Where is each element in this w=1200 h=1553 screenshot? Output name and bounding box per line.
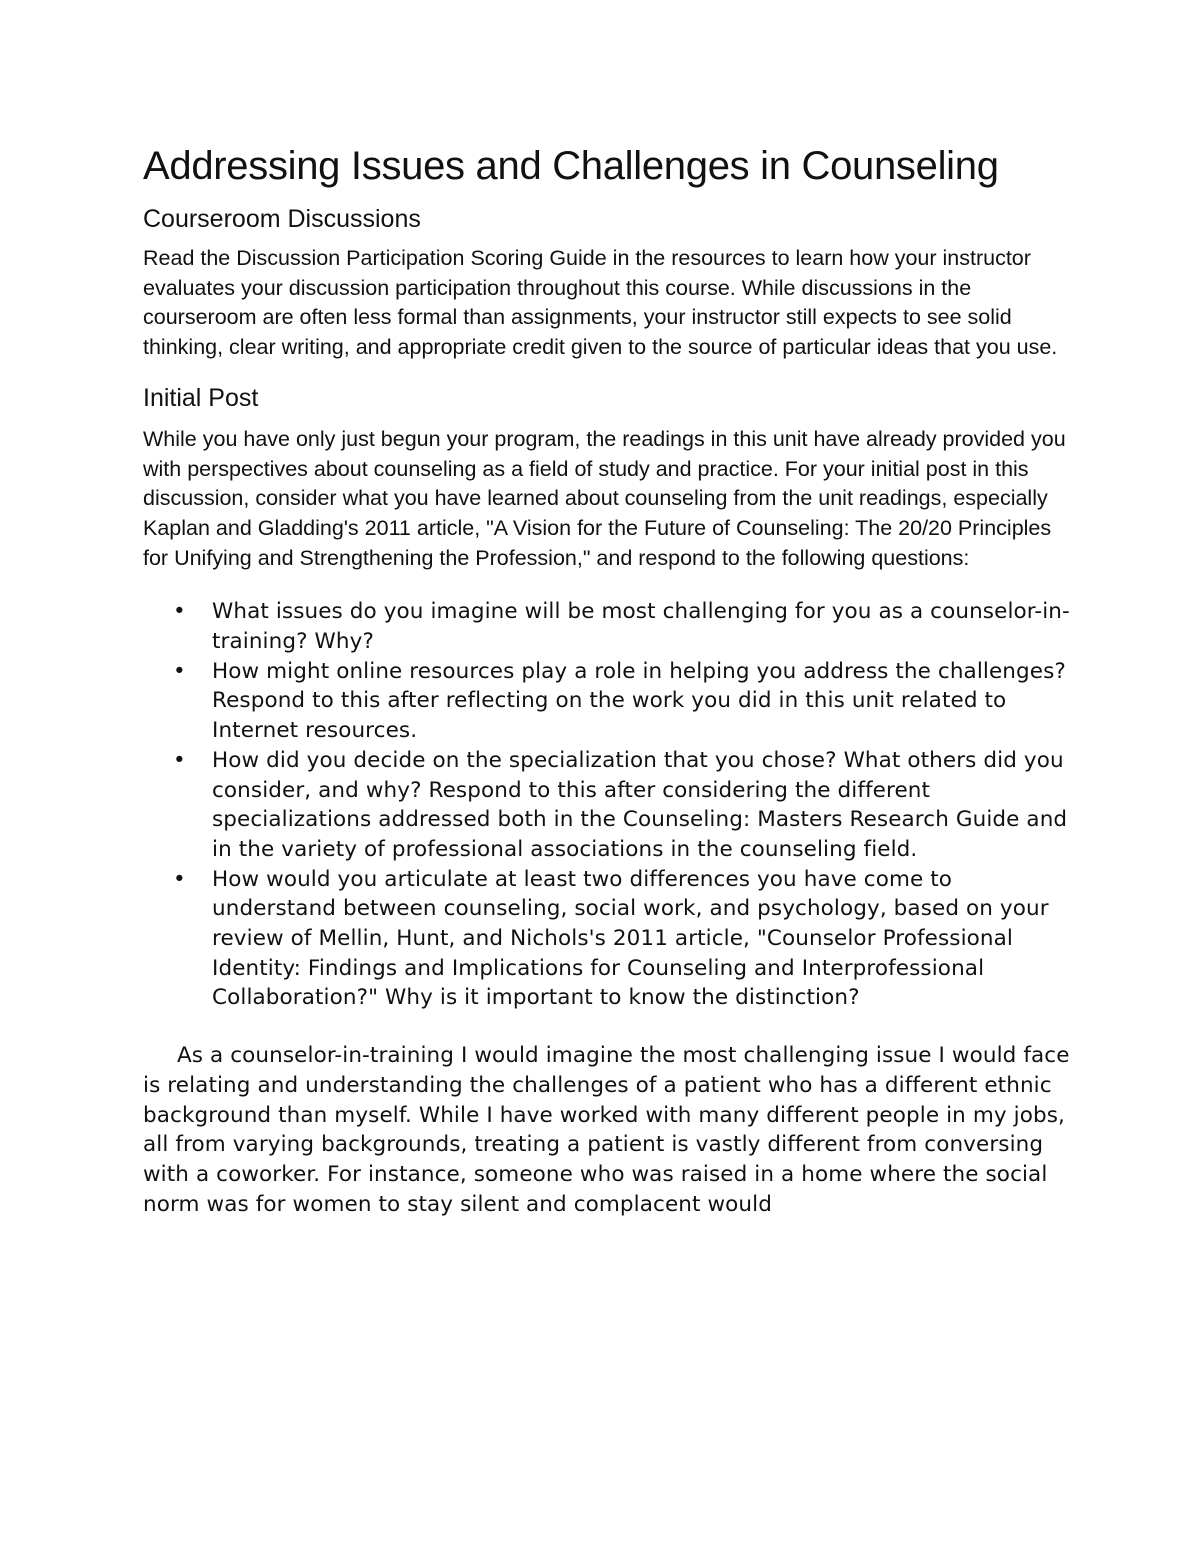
question-text: How did you decide on the specialization that you chose? What others did you consider, and why? Respond to this after considering the different specializations addressed both in the Counseling: Masters Research Guide and in the variety of professional associations in the counseling field. (212, 747, 1068, 862)
bullet-icon: • (173, 747, 186, 773)
list-item (143, 657, 1073, 746)
section-heading-initial-post: Initial Post (143, 383, 259, 412)
question-text: What issues do you imagine will be most challenging for you as a counselor-in-training? Why? (212, 599, 1070, 655)
question-list (143, 597, 1073, 1013)
bullet-icon: • (173, 599, 186, 625)
response-paragraph: As a counselor-in-training I would imagine the most challenging issue I would face is relating and understanding the challenges of a patient who has a different ethnic background than myself. While I have worked with many different people in my jobs, all from varying backgrounds, treating a patient is vastly different from conversing with a coworker. For instance, someone who was raised in a home where the social norm was for women to stay silent and complacent would (143, 1043, 1070, 1217)
document-title: Addressing Issues and Challenges in Counseling (143, 144, 999, 188)
initial-post-paragraph: While you have only just begun your program, the readings in this unit have already provided you with perspectives about counseling as a field of study and practice. For your initial post in this discussion, consider what you have learned about counseling from the unit readings, especially Kaplan and Gladding's 2011 article, "A Vision for the Future of Counseling: The 20/20 Principles for Unifying and Strengthening the Profession," and respond to the following questions: (143, 426, 1066, 570)
list-item (143, 746, 1073, 865)
list-item (143, 597, 1073, 656)
question-text: How would you articulate at least two differences you have come to understand between counseling, social work, and psychology, based on your review of Mellin, Hunt, and Nichols's 2011 article, "Counselor Professional Identity: Findings and Implications for Counseling and Interprofessional Collaboration?" Why is it important to know the distinction? (212, 866, 1049, 1011)
question-text: How might online resources play a role in helping you address the challenges? Respond to this after reflecting on the work you did in this unit related to Internet resources. (212, 658, 1066, 744)
bullet-icon: • (173, 866, 186, 892)
bullet-icon: • (173, 658, 186, 684)
list-item (143, 865, 1073, 1014)
courseroom-discussions-paragraph: Read the Discussion Participation Scoring Guide in the resources to learn how your instructor evaluates your discussion participation throughout this course. While discussions in the courseroom are often less formal than assignments, your instructor still expects to see solid thinking, clear writing, and appropriate credit given to the source of particular ideas that you use. (143, 246, 1058, 360)
section-heading-courseroom-discussions: Courseroom Discussions (143, 205, 421, 233)
document-page (143, 140, 1073, 1219)
